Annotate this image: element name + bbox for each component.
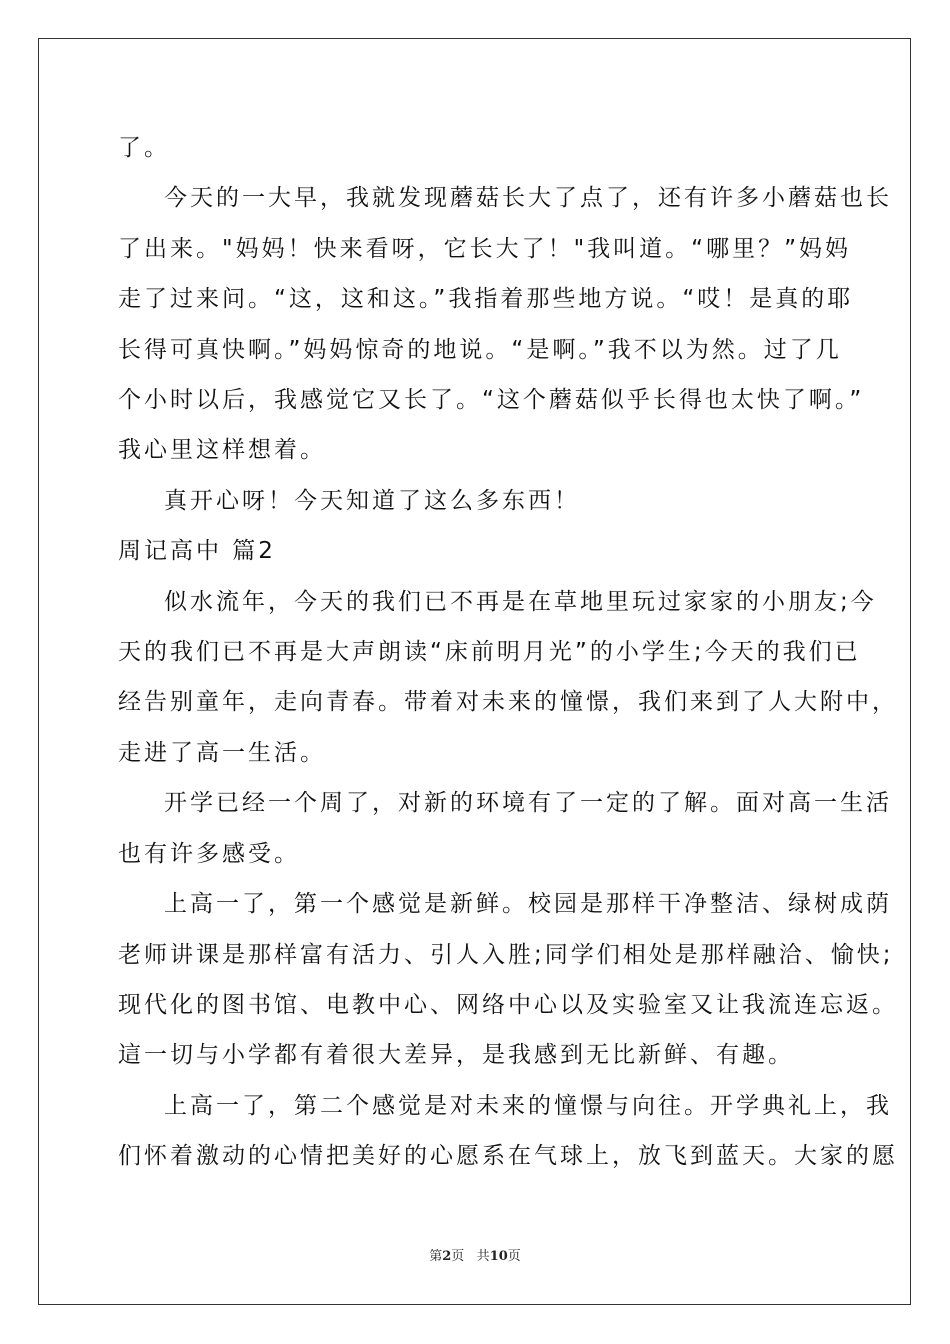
- paragraph-line: 似水流年，今天的我们已不再是在草地里玩过家家的小朋友;今: [164, 589, 877, 615]
- text-line: 老师讲课是那样富有活力、引人入胜;同学们相处是那样融洽、愉快;: [118, 942, 894, 968]
- text-line: 我心里这样想着。: [118, 437, 326, 463]
- page-footer: [0, 1245, 950, 1264]
- text-line: 天的我们已不再是大声朗读“床前明月光”的小学生;今天的我们已: [118, 639, 861, 665]
- text-line: 们怀着激动的心情把美好的心愿系在气球上，放飞到蓝天。大家的愿: [118, 1143, 898, 1169]
- paragraph-line: 上高一了，第一个感觉是新鲜。校园是那样干净整洁、绿树成荫: [164, 891, 892, 917]
- paragraph-line: 真开心呀！今天知道了这么多东西！: [164, 488, 580, 514]
- text-line: 个小时以后，我感觉它又长了。“这个蘑菇似乎长得也太快了啊。”: [118, 387, 865, 413]
- footer-total-suffix: 页: [507, 1249, 521, 1264]
- current-page-number: 2: [442, 1249, 452, 1264]
- paragraph-line: 开学已经一个周了，对新的环境有了一定的了解。面对高一生活: [164, 790, 892, 816]
- total-pages-number: 10: [489, 1249, 508, 1264]
- footer-total-prefix: 共: [476, 1249, 490, 1264]
- text-line: 现代化的图书馆、电教中心、网络中心以及实验室又让我流连忘返。: [118, 992, 898, 1018]
- text-line: 走了过来问。“这，这和这。”我指着那些地方说。“哎！是真的耶: [118, 286, 854, 312]
- text-line: 长得可真快啊。”妈妈惊奇的地说。“是啊。”我不以为然。过了几: [118, 337, 842, 363]
- text-line: 经告别童年，走向青春。带着对未来的憧憬，我们来到了人大附中，: [118, 689, 898, 715]
- text-line: 這一切与小学都有着很大差异，是我感到无比新鲜、有趣。: [118, 1042, 794, 1068]
- text-line: 了。: [118, 135, 170, 161]
- text-line: 了出来。"妈妈！快来看呀，它长大了！"我叫道。“哪里？”妈妈: [118, 236, 851, 262]
- section-heading: 周记高中 篇2: [118, 538, 276, 564]
- footer-page-suffix: 页: [451, 1249, 465, 1264]
- text-line: 走进了高一生活。: [118, 740, 326, 766]
- paragraph-line: 今天的一大早，我就发现蘑菇长大了点了，还有许多小蘑菇也长: [164, 185, 892, 211]
- footer-prefix: 第: [429, 1249, 443, 1264]
- paragraph-line: 上高一了，第二个感觉是对未来的憧憬与向往。开学典礼上，我: [164, 1093, 892, 1119]
- text-line: 也有许多感受。: [118, 841, 300, 867]
